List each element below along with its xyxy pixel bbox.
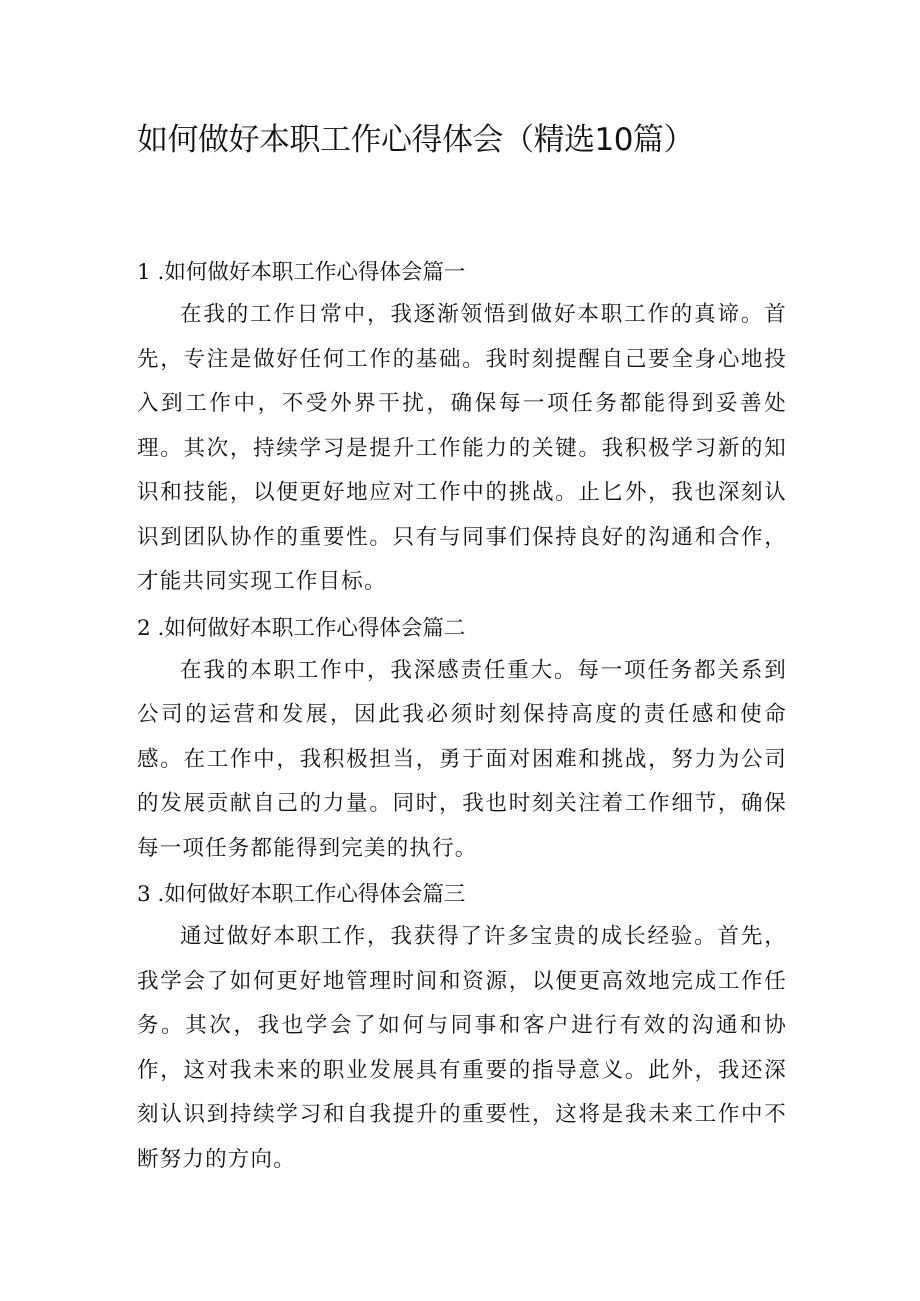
section-paragraph: 在我的工作日常中，我逐渐领悟到做好本职工作的真谛。首先，专注是做好任何工作的基础。我时刻提醒自己要全身心地投入到工作中，不受外界干扰，确保每一项任务都能得到妥善处理。其次，持续学习是提升工作能力的关键。我积极学习新的知识和技能，以便更好地应对工作中的挑战。止匕外，我也深刻认识到团队协作的重要性。只有与同事们保持良好的沟通和合作，才能共同实现工作目标。 [137, 302, 787, 594]
section-paragraph: 在我的本职工作中，我深感责任重大。每一项任务都关系到公司的运营和发展，因此我必须时刻保持高度的责任感和使命感。在工作中，我积极担当，勇于面对困难和挑战，努力为公司的发展贡献自己的力量。同时，我也时刻关注着工作细节，确保每一项任务都能得到完美的执行。 [137, 657, 787, 861]
section-1 [137, 253, 787, 605]
section-heading: 3 .如何做好本职工作心得体会篇三 [137, 882, 466, 907]
section-paragraph: 通过做好本职工作，我获得了许多宝贵的成长经验。首先，我学会了如何更好地管理时间和资源，以便更高效地完成工作任务。其次，我也学会了如何与同事和客户进行有效的沟通和协作，这对我未来的职业发展具有重要的指导意义。此外，我还深刻认识到持续学习和自我提升的重要性，这将是我未来工作中不断努力的方向。 [137, 924, 787, 1172]
document-body [137, 253, 787, 1186]
section-heading: 1 .如何做好本职工作心得体会篇一 [137, 260, 466, 285]
section-2 [137, 609, 787, 872]
section-3 [137, 875, 787, 1182]
section-heading: 2 .如何做好本职工作心得体会篇二 [137, 615, 466, 641]
document-title: 如何做好本职工作心得体会（精选10篇） [137, 122, 694, 158]
